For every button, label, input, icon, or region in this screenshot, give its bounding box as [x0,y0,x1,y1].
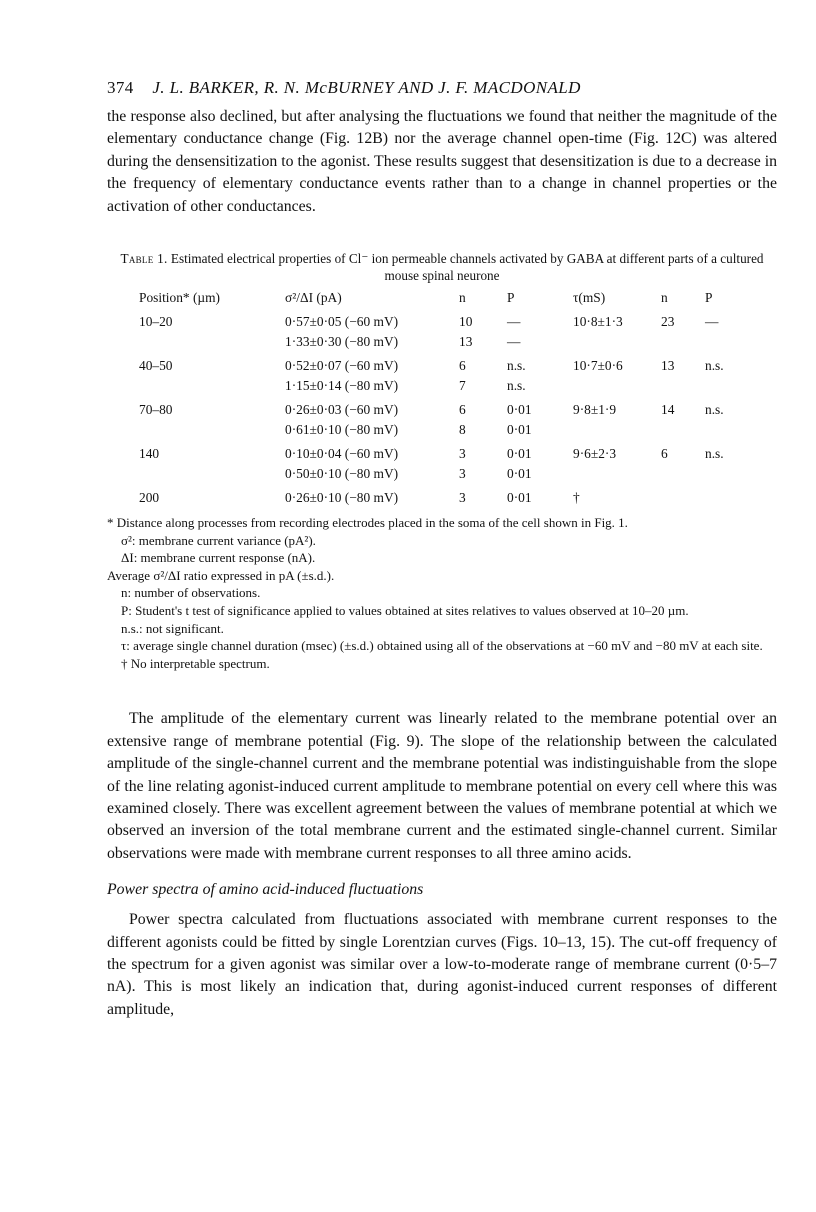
cell-position [139,466,285,486]
table-row [139,314,745,334]
cell-tau: 9·6±2·3 [573,446,617,462]
cell-p-tau [705,486,745,510]
journal-page [107,78,777,1021]
section-heading: Power spectra of amino acid-induced fluctuations [107,881,424,899]
cell-ratio: 0·50±0·10 (−80 mV) [285,466,399,482]
cell-n-tau: 14 [661,402,675,418]
cell-ratio: 0·26±0·10 (−80 mV) [285,490,399,506]
cell-tau [573,422,661,442]
col-header-p-tau: P [705,290,713,306]
footnote-variance: σ²: membrane current variance (pA²). [121,532,316,548]
table-row [139,378,745,398]
cell-ratio: 0·10±0·04 (−60 mV) [285,446,399,462]
cell-tau [573,334,661,354]
footnote-dagger: † No interpretable spectrum. [121,655,270,671]
cell-tau: 10·8±1·3 [573,314,623,330]
cell-p-tau: n.s. [705,446,724,462]
table-row [139,442,745,466]
cell-ratio: 0·26±0·03 (−60 mV) [285,402,399,418]
cell-n: 3 [459,490,466,506]
cell-n-tau [661,378,705,398]
col-header-position: Position* (µm) [139,290,220,306]
table-label: Table 1. [120,251,168,267]
cell-tau: 9·8±1·9 [573,402,617,418]
cell-p: n.s. [507,378,526,394]
cell-ratio: 0·61±0·10 (−80 mV) [285,422,399,438]
table-footnotes [107,514,777,672]
cell-position: 200 [139,490,160,506]
cell-p-tau [705,422,745,442]
col-header-tau: τ(mS) [573,290,606,306]
cell-ratio: 1·33±0·30 (−80 mV) [285,334,399,350]
cell-p: 0·01 [507,422,532,438]
cell-ratio: 0·52±0·07 (−60 mV) [285,358,399,374]
cell-position [139,422,285,442]
cell-n: 10 [459,314,473,330]
cell-p: 0·01 [507,466,532,482]
col-header-n: n [459,290,466,306]
footnote-distance: * Distance along processes from recording electrodes placed in the soma of the cell shown in Fig. 1. [107,515,628,531]
cell-n: 8 [459,422,466,438]
cell-n-tau [661,422,705,442]
col-header-ratio: σ²/ΔI (pA) [285,290,342,306]
footnote-ratio: Average σ²/ΔI ratio expressed in pA (±s.d.). [107,567,335,583]
cell-n: 6 [459,402,466,418]
cell-n: 7 [459,378,466,394]
footnote-response: ΔI: membrane current response (nA). [121,550,316,566]
cell-position: 70–80 [139,402,173,418]
cell-n: 3 [459,466,466,482]
cell-n-tau [661,466,705,486]
table-header-row [139,290,745,314]
cell-position: 40–50 [139,358,173,374]
cell-n: 3 [459,446,466,462]
cell-position: 140 [139,446,160,462]
spacer [107,672,777,708]
cell-position [139,378,285,398]
footnote-ns: n.s.: not significant. [121,620,224,636]
footnote-n: n: number of observations. [121,585,261,601]
table-row [139,354,745,378]
cell-tau: 10·7±0·6 [573,358,623,374]
cell-ratio: 0·57±0·05 (−60 mV) [285,314,399,330]
footnote-tau: τ: average single channel duration (msec) (±s.d.) obtained using all of the observations at −60 mV and −80 mV at each site. [121,638,763,654]
cell-p-tau: — [705,314,719,330]
footnote-p: P: Student's t test of significance applied to values obtained at sites relatives to values observed at 10–20 µm. [121,603,689,618]
cell-p-tau [705,334,745,354]
cell-p-tau: n.s. [705,402,724,418]
cell-p: 0·01 [507,402,532,418]
cell-position: 10–20 [139,314,173,330]
cell-n-tau: 23 [661,314,675,330]
table-row [139,422,745,442]
cell-n-tau: 13 [661,358,675,374]
paragraph-power-spectra: Power spectra calculated from fluctuations associated with membrane current responses to the different agonists could be fitted by single Lorentzian curves (Figs. 10–13, 15). The cut-off frequency of the spectrum for a given agonist was similar over a low-to-moderate range of membrane current (0·5–7 nA). This is most likely an indication that, during agonist-induced current responses of different amplitude, [107,911,777,1018]
author-line: J. L. BARKER, R. N. McBURNEY AND J. F. MACDONALD [152,78,581,97]
cell-p: 0·01 [507,490,532,506]
paragraph-elementary-current: The amplitude of the elementary current was linearly related to the membrane potential over an extensive range of membrane potential (Fig. 9). The slope of the relationship between the calculated amplitude of the single-channel current and the membrane potential was indistinguishable from the slope of the line relating agonist-induced current amplitude to membrane potential on every cell where this was examined closely. There was excellent agreement between the values of membrane potential at which we observed an inversion of the total membrane current and the estimated single-channel current. Similar observations were made with membrane current responses to all three amino acids. [107,710,777,862]
table-row [139,466,745,486]
cell-n-tau [661,334,705,354]
cell-n: 6 [459,358,466,374]
col-header-n-tau: n [661,290,668,306]
running-header [107,78,777,106]
cell-n-tau [661,486,705,510]
table-caption-text: Estimated electrical properties of Cl⁻ ion permeable channels activated by GABA at different parts of a cultured mouse spinal neurone [170,251,764,284]
col-header-p: P [507,290,515,306]
paragraph-desensitization: the response also declined, but after analysing the fluctuations we found that neither the magnitude of the elementary conductance change (Fig. 12B) nor the average channel open-time (Fig. 12C) was altered during the densensitization to the agonist. These results suggest that desensitization is due to a decrease in the frequency of elementary conductance events rather than to a change in channel properties or the activation of other conductances. [107,108,777,215]
cell-p: 0·01 [507,446,532,462]
cell-ratio: 1·15±0·14 (−80 mV) [285,378,399,394]
table-row [139,398,745,422]
cell-tau: † [573,490,580,506]
cell-position [139,334,285,354]
cell-p: — [507,334,521,350]
cell-p: n.s. [507,358,526,374]
cell-p-tau [705,378,745,398]
cell-p: — [507,314,521,330]
page-number: 374 [107,78,134,97]
cell-n-tau: 6 [661,446,668,462]
table-row [139,486,745,510]
cell-p-tau: n.s. [705,358,724,374]
cell-tau [573,466,661,486]
cell-p-tau [705,466,745,486]
cell-tau [573,378,661,398]
table-caption [107,250,777,284]
table-1 [139,290,745,510]
cell-n: 13 [459,334,473,350]
table-row [139,334,745,354]
